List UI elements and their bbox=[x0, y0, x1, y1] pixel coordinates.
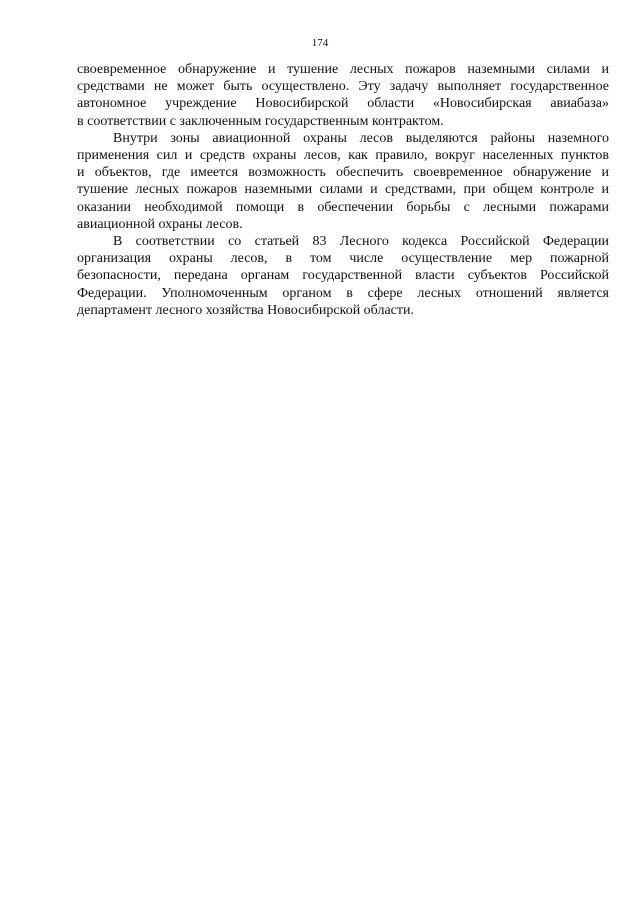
text-line: безопасности, передана органам государственной власти субъектов Российской bbox=[77, 268, 609, 284]
text-line: В соответствии со статьей 83 Лесного кодекса Российской Федерации bbox=[113, 234, 609, 250]
text-line: Федерации. Уполномоченным органом в сфере лесных отношений является bbox=[77, 285, 609, 301]
text-line: применения сил и средств охраны лесов, как правило, вокруг населенных пунктов bbox=[77, 148, 609, 164]
text-line: в соответствии с заключенным государственным контрактом. bbox=[77, 113, 444, 129]
text-line: средствами не может быть осуществлено. Эту задачу выполняет государственное bbox=[77, 79, 609, 95]
body-text bbox=[77, 61, 609, 319]
text-line: тушение лесных пожаров наземными силами и средствами, при общем контроле и bbox=[77, 182, 609, 198]
text-line: оказании необходимой помощи в обеспечении борьбы с лесными пожарами bbox=[77, 199, 609, 215]
text-line: автономное учреждение Новосибирской области «Новосибирская авиабаза» bbox=[77, 96, 609, 112]
text-line: авиационной охраны лесов. bbox=[77, 216, 243, 232]
text-line: своевременное обнаружение и тушение лесных пожаров наземными силами и bbox=[77, 62, 609, 77]
text-line: организация охраны лесов, в том числе осуществление мер пожарной bbox=[77, 251, 609, 267]
text-line: Внутри зоны авиационной охраны лесов выделяются районы наземного bbox=[113, 130, 609, 146]
paragraph-2 bbox=[77, 130, 609, 233]
paragraph-3 bbox=[77, 233, 609, 319]
page-number: 174 bbox=[311, 37, 329, 49]
text-line: департамент лесного хозяйства Новосибирской области. bbox=[77, 302, 414, 318]
paragraph-1 bbox=[77, 61, 609, 130]
text-line: и объектов, где имеется возможность обеспечить своевременное обнаружение и bbox=[77, 165, 609, 181]
